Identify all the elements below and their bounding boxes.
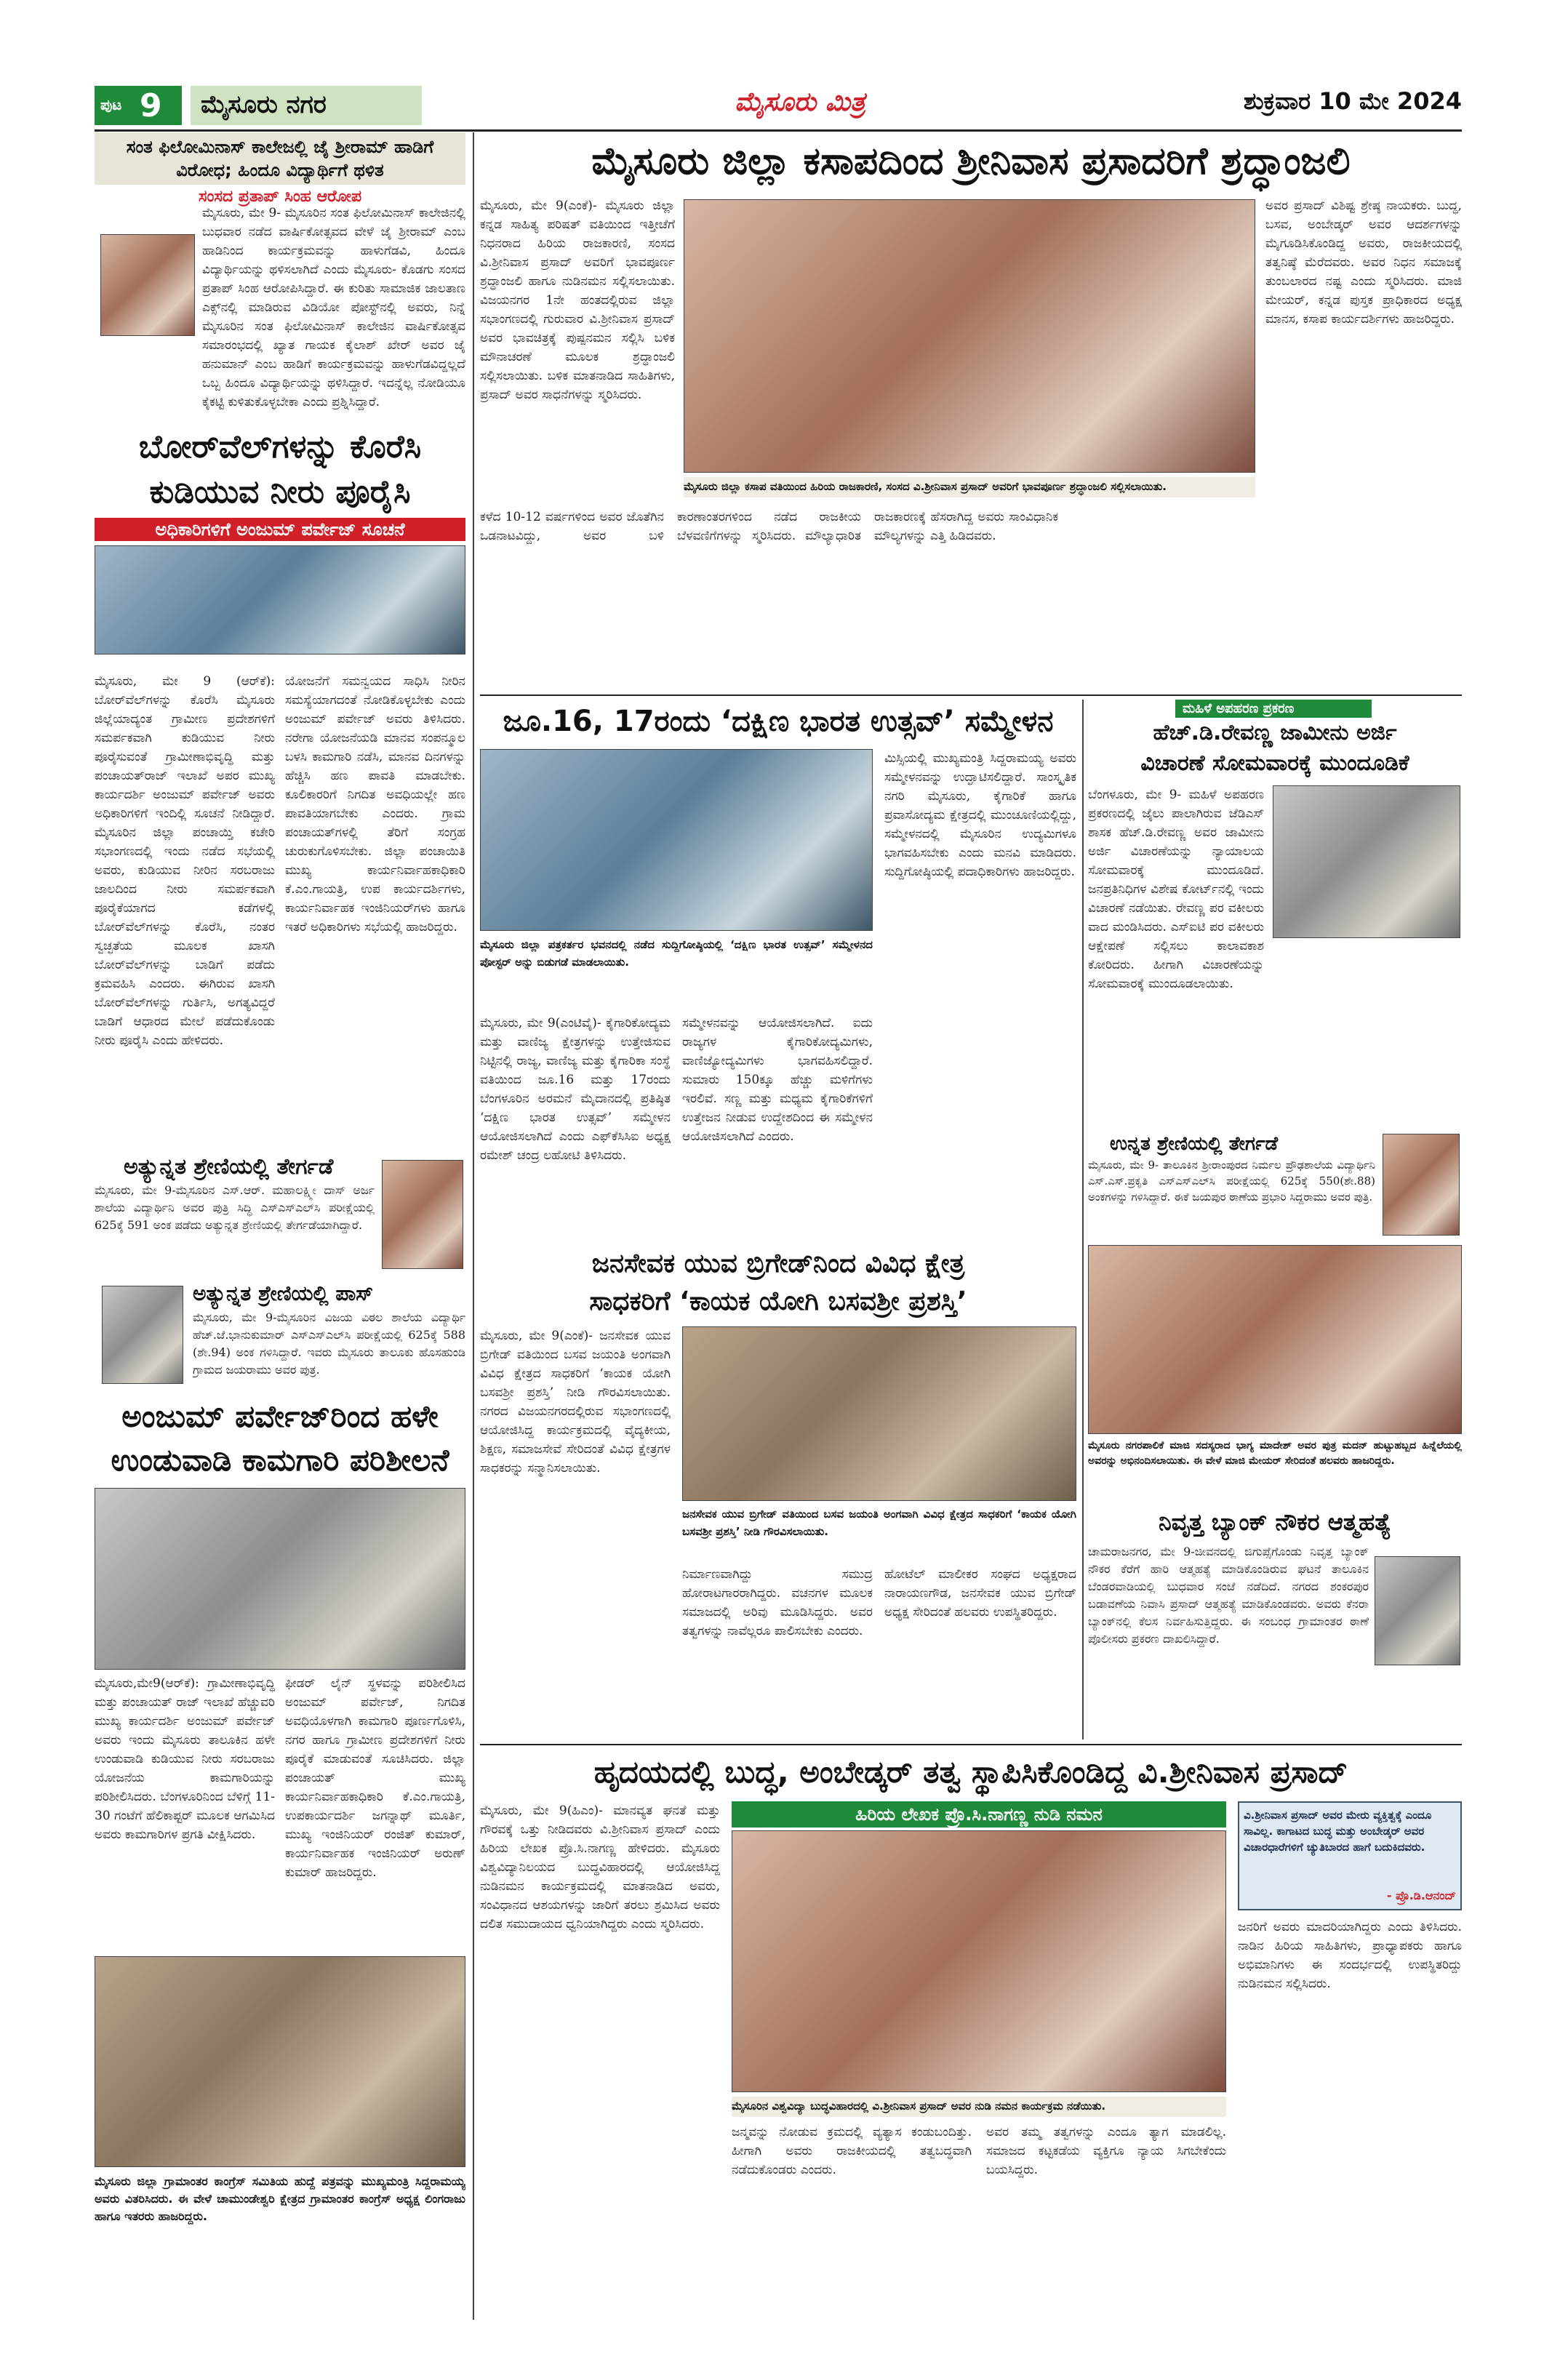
sriram-story bbox=[95, 132, 465, 416]
basavashree-col-mid: ನಿರ್ಮಾಣವಾಗಿದ್ದು ಸಮುದ್ರ ಹೋರಾಟಗಾರರಾಗಿದ್ದರು. ವಚನಗಳ ಮೂಲಕ ಸಮಾಜದಲ್ಲಿ ಅರಿವು ಮೂಡಿಸಿದ್ದರು. ಅವರ ತತ್ವಗಳನ್ನು ನಾವೆಲ್ಲರೂ ಪಾಲಿಸಬೇಕು ಎಂದರು. bbox=[682, 1567, 873, 1638]
utsav-story bbox=[480, 700, 1076, 1241]
revanna-body: ಬೆಂಗಳೂರು, ಮೇ 9- ಮಹಿಳೆ ಅಪಹರಣ ಪ್ರಕರಣದಲ್ಲಿ ಜೈಲು ಪಾಲಾಗಿರುವ ಜೆಡಿಎಸ್ ಶಾಸಕ ಹೆಚ್.ಡಿ.ರೇವಣ್ಣ ಅವರ ಜಾಮೀನು ಅರ್ಜಿ ವಿಚಾರಣೆಯನ್ನು ನ್ಯಾಯಾಲಯ ಸೋಮವಾರಕ್ಕೆ ಮುಂದೂಡಿದೆ. ಜನಪ್ರತಿನಿಧಿಗಳ ವಿಶೇಷ ಕೋರ್ಟ್‌ನಲ್ಲಿ ಇಂದು ವಿಚಾರಣೆ ನಡೆಯಿತು. ರೇವಣ್ಣ ಪರ ವಕೀಲರು ವಾದ ಮಂಡಿಸಿದರು. ಎಸ್‌ಐಟಿ ಪರ ವಕೀಲರು ಆಕ್ಷೇಪಣೆ ಸಲ್ಲಿಸಲು ಕಾಲಾವಕಾಶ ಕೋರಿದರು. ಹೀಗಾಗಿ ವಿಚಾರಣೆಯನ್ನು ಸೋಮವಾರಕ್ಕೆ ಮುಂದೂಡಲಾಯಿತು. bbox=[1088, 788, 1264, 991]
kasapa-tribute-photo bbox=[684, 199, 1255, 473]
topscore3-story bbox=[1088, 1131, 1462, 1240]
kasapa-col-left: ಮೈಸೂರು, ಮೇ 9(ಎಂಕೆ)- ಮೈಸೂರು ಜಿಲ್ಲಾ ಕನ್ನಡ ಸಾಹಿತ್ಯ ಪರಿಷತ್ ವತಿಯಿಂದ ಇತ್ತೀಚೆಗೆ ನಿಧನರಾದ ಹಿರಿಯ ರಾಜಕಾರಣಿ, ಸಂಸದ ವಿ.ಶ್ರೀನಿವಾಸ ಪ್ರಸಾದ್ ಅವರಿಗೆ ಭಾವಪೂರ್ಣ ಶ್ರದ್ಧಾಂಜಲಿ ಹಾಗೂ ನುಡಿನಮನ ಸಲ್ಲಿಸಲಾಯಿತು. ವಿಜಯನಗರ 1ನೇ ಹಂತದಲ್ಲಿರುವ ಜಿಲ್ಲಾ ಸಭಾಂಗಣದಲ್ಲಿ ಗುರುವಾರ ವಿ.ಶ್ರೀನಿವಾಸ ಪ್ರಸಾದ್ ಅವರ ಭಾವಚಿತ್ರಕ್ಕೆ ಪುಷ್ಪನಮನ ಸಲ್ಲಿಸಿ ಬಳಿಕ ಮೌನಾಚರಣೆ ಮೂಲಕ ಶ್ರದ್ಧಾಂಜಲಿ ಸಲ್ಲಿಸಲಾಯಿತು. ಬಳಿಕ ಮಾತನಾಡಿದ ಸಾಹಿತಿಗಳು, ಪ್ರಸಾದ್ ಅವರ ಸಾಧನೆಗಳನ್ನು ಸ್ಮರಿಸಿದರು. bbox=[480, 199, 675, 402]
student-photo-3 bbox=[1383, 1134, 1460, 1236]
congress-caption: ಮೈಸೂರು ಜಿಲ್ಲಾ ಗ್ರಾಮಾಂತರ ಕಾಂಗ್ರೆಸ್ ಸಮಿತಿಯ ಹುದ್ದೆ ಪತ್ರವನ್ನು ಮುಖ್ಯಮಂತ್ರಿ ಸಿದ್ದರಾಮಯ್ಯ ಅವರು ವಿತರಿಸಿದರು. ಈ ವೇಳೆ ಚಾಮುಂಡೇಶ್ವರಿ ಕ್ಷೇತ್ರದ ಗ್ರಾಮಾಂತರ ಕಾಂಗ್ರೆಸ್ ಅಧ್ಯಕ್ಷ ಲಿಂಗರಾಜು ಹಾಗೂ ಇತರರು ಹಾಜರಿದ್ದರು. bbox=[95, 2174, 465, 2223]
anjum-headline-1: ಅಂಜುಮ್ ಪರ್ವೇಜ್‌ರಿಂದ ಹಳೇ bbox=[121, 1398, 439, 1434]
column-divider-mid bbox=[1082, 700, 1084, 1740]
revanna-headline-1: ಹೆಚ್.ಡಿ.ರೇವಣ್ಣ ಜಾಮೀನು ಅರ್ಜಿ bbox=[1153, 720, 1397, 745]
ambedkar-col4: ಜನರಿಗೆ ಅವರು ಮಾದರಿಯಾಗಿದ್ದರು ಎಂದು ತಿಳಿಸಿದರು. ನಾಡಿನ ಹಿರಿಯ ಸಾಹಿತಿಗಳು, ಪ್ರಾಧ್ಯಾಪಕರು ಹಾಗೂ ಅಭಿಮಾನಿಗಳು ಈ ಸಂದರ್ಭದಲ್ಲಿ ಉಪಸ್ಥಿತರಿದ್ದು ನುಡಿನಮನ ಸಲ್ಲಿಸಿದರು. bbox=[1238, 1920, 1462, 1991]
anjum-col2: ಫೀಡರ್ ಲೈನ್ ಸ್ಥಳವನ್ನು ಪರಿಶೀಲಿಸಿದ ಅಂಜುಮ್ ಪರ್ವೇಜ್, ನಿಗದಿತ ಅವಧಿಯೊಳಗಾಗಿ ಕಾಮಗಾರಿ ಪೂರ್ಣಗೊಳಿಸಿ, ನಗರ ಹಾಗೂ ಗ್ರಾಮೀಣ ಪ್ರದೇಶಗಳಿಗೆ ನೀರು ಪೂರೈಕೆ ಮಾಡುವಂತೆ ಸೂಚಿಸಿದರು. ಜಿಲ್ಲಾ ಪಂಚಾಯತ್ ಮುಖ್ಯ ಕಾರ್ಯನಿರ್ವಾಹಕಾಧಿಕಾರಿ ಕೆ.ಎಂ.ಗಾಯತ್ರಿ, ಉಪಕಾರ್ಯದರ್ಶಿ ಜಗನ್ನಾಥ್ ಮೂರ್ತಿ, ಮುಖ್ಯ ಇಂಜಿನಿಯರ್ ರಂಜಿತ್ ಕುಮಾರ್, ಕಾರ್ಯನಿರ್ವಾಹಕ ಇಂಜಿನಿಯರ್ ಅರುಣ್ ಕುಮಾರ್ ಹಾಜರಿದ್ದರು. bbox=[285, 1676, 465, 1880]
paper-name: ಮೈಸೂರು ಮಿತ್ರ bbox=[735, 87, 865, 117]
bank-body: ಚಾಮರಾಜನಗರ, ಮೇ 9-ಜೀವನದಲ್ಲಿ ಜಿಗುಪ್ಸೆಗೊಂಡು ನಿವೃತ್ತ ಬ್ಯಾಂಕ್ ನೌಕರ ಕೆರೆಗೆ ಹಾರಿ ಆತ್ಮಹತ್ಯೆ ಮಾಡಿಕೊಂಡಿರುವ ಘಟನೆ ತಾಲೂಕಿನ ಬೆಂಡರವಾಡಿಯಲ್ಲಿ ಬುಧವಾರ ಸಂಜೆ ನಡೆದಿದೆ. ನಗರದ ಶಂಕರಪುರ ಬಡಾವಣೆಯ ನಿವಾಸಿ ಪ್ರಸಾದ್ ಆತ್ಮಹತ್ಯೆ ಮಾಡಿಕೊಂಡವರು. ಅವರು ಕೆನರಾ ಬ್ಯಾಂಕ್‌ನಲ್ಲಿ ಕೆಲಸ ನಿರ್ವಹಿಸುತ್ತಿದ್ದರು. ಈ ಸಂಬಂಧ ಗ್ರಾಮಾಂತರ ಠಾಣೆ ಪೊಲೀಸರು ಪ್ರಕರಣ ದಾಖಲಿಸಿದ್ದಾರೆ. bbox=[1088, 1545, 1369, 1646]
anjum-col1: ಮೈಸೂರು,ಮೇ9(ಆರ್‌ಕೆ): ಗ್ರಾಮೀಣಾಭಿವೃದ್ಧಿ ಮತ್ತು ಪಂಚಾಯತ್ ರಾಜ್ ಇಲಾಖೆ ಹೆಚ್ಚುವರಿ ಮುಖ್ಯ ಕಾರ್ಯದರ್ಶಿ ಅಂಜುಮ್ ಪರ್ವೇಜ್ ಅವರು ಇಂದು ಮೈಸೂರು ತಾಲೂಕಿನ ಹಳೇ ಉಂಡುವಾಡಿ ಕುಡಿಯುವ ನೀರು ಸರಬರಾಜು ಯೋಜನೆಯ ಕಾಮಗಾರಿಯನ್ನು ಪರಿಶೀಲಿಸಿದರು. ಬೆಂಗಳೂರಿನಿಂದ ಬೆಳಿಗ್ಗೆ 11-30 ಗಂಟೆಗೆ ಹೆಲಿಕಾಪ್ಟರ್ ಮೂಲಕ ಆಗಮಿಸಿದ ಅವರು ಕಾಮಗಾರಿಗಳ ಪ್ರಗತಿ ವೀಕ್ಷಿಸಿದರು. bbox=[95, 1676, 275, 1842]
kasapa-bottom-rule bbox=[480, 694, 1462, 696]
revanna-tag: ಮಹಿಳೆ ಅಪಹರಣ ಪ್ರಕರಣ bbox=[1175, 700, 1372, 718]
borewell-kicker: ಅಧಿಕಾರಿಗಳಿಗೆ ಅಂಜುಮ್ ಪರ್ವೇಜ್ ಸೂಚನೆ bbox=[95, 518, 465, 541]
student-photo-1 bbox=[382, 1160, 463, 1269]
utsav-col1: ಮೈಸೂರು, ಮೇ 9(ಎಂಟಿವೈ)- ಕೈಗಾರಿಕೋದ್ಯಮ ಮತ್ತು ವಾಣಿಜ್ಯ ಕ್ಷೇತ್ರಗಳನ್ನು ಉತ್ತೇಜಿಸುವ ನಿಟ್ಟಿನಲ್ಲಿ ರಾಜ್ಯ, ವಾಣಿಜ್ಯ ಮತ್ತು ಕೈಗಾರಿಕಾ ಸಂಸ್ಥೆ ವತಿಯಿಂದ ಜೂ.16 ಮತ್ತು 17ರಂದು ಬೆಂಗಳೂರಿನ ಅರಮನೆ ಮೈದಾನದಲ್ಲಿ ಪ್ರತಿಷ್ಠಿತ ‘ದಕ್ಷಿಣ ಭಾರತ ಉತ್ಸವ್’ ಸಮ್ಮೇಳನ ಆಯೋಜಿಸಲಾಗಿದೆ ಎಂದು ಎಫ್‌ಕೆಸಿಸಿಐ ಅಧ್ಯಕ್ಷ ರಮೇಶ್ ಚಂದ್ರ ಲಹೋಟಿ ತಿಳಿಸಿದರು. bbox=[480, 1016, 671, 1163]
topscore1-story bbox=[95, 1153, 465, 1276]
ambedkar-col3: ಅವರ ತಮ್ಮ ತತ್ವಗಳನ್ನು ಎಂದೂ ತ್ಯಾಗ ಮಾಡಲಿಲ್ಲ. ಸಮಾಜದ ಕಟ್ಟಕಡೆಯ ವ್ಯಕ್ತಿಗೂ ನ್ಯಾಯ ಸಿಗಬೇಕೆಂದು ಬಯಸಿದ್ದರು. bbox=[986, 2125, 1226, 2177]
anand-quote-box bbox=[1238, 1801, 1462, 1910]
borewell-col1: ಮೈಸೂರು, ಮೇ 9 (ಆರ್‌ಕೆ): ಬೋರ್‌ವೆಲ್‌ಗಳನ್ನು ಕೊರೆಸಿ ಮೈಸೂರು ಜಿಲ್ಲೆಯಾದ್ಯಂತ ಗ್ರಾಮೀಣ ಪ್ರದೇಶಗಳಿಗೆ ಸಮರ್ಪಕವಾಗಿ ಕುಡಿಯುವ ನೀರು ಪೂರೈಸುವಂತೆ ಗ್ರಾಮೀಣಾಭಿವೃದ್ಧಿ ಮತ್ತು ಪಂಚಾಯತ್‌ರಾಜ್ ಇಲಾಖೆ ಅಪರ ಮುಖ್ಯ ಕಾರ್ಯದರ್ಶಿ ಅಂಜುಮ್ ಪರ್ವೇಜ್ ಅವರು ಅಧಿಕಾರಿಗಳಿಗೆ ಇಂದಿಲ್ಲಿ ಸೂಚನೆ ನೀಡಿದ್ದಾರೆ. ಮೈಸೂರಿನ ಜಿಲ್ಲಾ ಪಂಚಾಯ್ತಿ ಕಚೇರಿ ಸಭಾಂಗಣದಲ್ಲಿ ಇಂದು ನಡೆದ ಸಭೆಯಲ್ಲಿ ಅವರು, ಕುಡಿಯುವ ನೀರಿನ ಸರಬರಾಜು ಜಾಲದಿಂದ ನೀರು ಸಮರ್ಪಕವಾಗಿ ಪೂರೈಕೆಯಾಗದ ಕಡೆಗಳಲ್ಲಿ ಬೋರ್‌ವೆಲ್‌ಗಳನ್ನು ಕೊರೆಸಿ, ನಂತರ ಸ್ವಚ್ಛತೆಯ ಮೂಲಕ ಖಾಸಗಿ ಬೋರ್‌ವೆಲ್‌ಗಳನ್ನು ಬಾಡಿಗೆ ಪಡೆದು ಕ್ರಮವಹಿಸಿ ಎಂದರು. ಈಗಿರುವ ಖಾಸಗಿ ಬೋರ್‌ವೆಲ್‌ಗಳನ್ನು ಗುರ್ತಿಸಿ, ಅಗತ್ಯವಿದ್ದರೆ ಬಾಡಿಗೆ ಆಧಾರದ ಮೇಲೆ ಪಡೆದುಕೊಂಡು ನೀರು ಪೂರೈಸಿ ಎಂದು ಹೇಳಿದರು. bbox=[95, 674, 275, 1048]
kasapa-story bbox=[480, 132, 1462, 692]
topscore2-headline: ಅತ್ಯುನ್ನತ ಶ್ರೇಣಿಯಲ್ಲಿ ಪಾಸ್ bbox=[193, 1281, 374, 1305]
page-number: 9 bbox=[140, 87, 162, 124]
utsav-col3: ಮಿಸ್ಸಿಯಲ್ಲಿ ಮುಖ್ಯಮಂತ್ರಿ ಸಿದ್ದರಾಮಯ್ಯ ಅವರು ಸಮ್ಮೇಳನವನ್ನು ಉದ್ಘಾಟಿಸಲಿದ್ದಾರೆ. ಸಾಂಸ್ಕೃತಿಕ ನಗರಿ ಮೈಸೂರು, ಕೈಗಾರಿಕೆ ಹಾಗೂ ಪ್ರವಾಸೋದ್ಯಮ ಕ್ಷೇತ್ರದಲ್ಲಿ ಮುಂಚೂಣಿಯಲ್ಲಿದ್ದು, ಸಮ್ಮೇಳನದಲ್ಲಿ ಮೈಸೂರಿನ ಉದ್ಯಮಿಗಳೂ ಭಾಗವಹಿಸಬೇಕು ಎಂದು ಮನವಿ ಮಾಡಿದರು. ಸುದ್ದಿಗೋಷ್ಠಿಯಲ್ಲಿ ಪದಾಧಿಕಾರಿಗಳು ಹಾಜರಿದ್ದರು. bbox=[884, 751, 1076, 879]
utsav-col2: ಸಮ್ಮೇಳನವನ್ನು ಆಯೋಜಿಸಲಾಗಿದೆ. ಐದು ರಾಜ್ಯಗಳ ಕೈಗಾರಿಕೋದ್ಯಮಿಗಳು, ವಾಣಿಜ್ಯೋದ್ಯಮಿಗಳು ಭಾಗವಹಿಸಲಿದ್ದಾರೆ. ಸುಮಾರು 150ಕ್ಕೂ ಹೆಚ್ಚು ಮಳಿಗೆಗಳು ಇರಲಿವೆ. ಸಣ್ಣ ಮತ್ತು ಮಧ್ಯಮ ಕೈಗಾರಿಕೆಗಳಿಗೆ ಉತ್ತೇಜನ ನೀಡುವ ಉದ್ದೇಶದಿಂದ ಈ ಸಮ್ಮೇಳನ ಆಯೋಜಿಸಲಾಗಿದೆ ಎಂದರು. bbox=[682, 1016, 873, 1144]
ambedkar-col1: ಮೈಸೂರು, ಮೇ 9(ಹಿಎಂ)- ಮಾನವ್ಯತ ಘನತೆ ಮತ್ತು ಗೌರವಕ್ಕೆ ಒತ್ತು ನೀಡಿದವರು ವಿ.ಶ್ರೀನಿವಾಸ ಪ್ರಸಾದ್ ಎಂದು ಹಿರಿಯ ಲೇಖಕ ಪ್ರೊ.ಸಿ.ನಾಗಣ್ಣ ಹೇಳಿದರು. ಮೈಸೂರು ವಿಶ್ವವಿದ್ಯಾನಿಲಯದ ಬುದ್ಧವಿಹಾರದಲ್ಲಿ ಆಯೋಜಿಸಿದ್ದ ನುಡಿನಮನ ಕಾರ್ಯಕ್ರಮದಲ್ಲಿ ಮಾತನಾಡಿದ ಅವರು, ಸಂವಿಧಾನದ ಆಶಯಗಳನ್ನು ಜಾರಿಗೆ ತರಲು ಶ್ರಮಿಸಿದ ಅವರು ದಲಿತ ಸಮುದಾಯದ ಧ್ವನಿಯಾಗಿದ್ದರು ಎಂದು ಸ್ಮರಿಸಿದರು. bbox=[480, 1803, 720, 1931]
birthday-caption: ಮೈಸೂರು ನಗರಪಾಲಿಕೆ ಮಾಜಿ ಸದಸ್ಯರಾದ ಭಾಗ್ಯ ಮಾದೇಶ್ ಅವರ ಪುತ್ರ ಮದನ್ ಹುಟ್ಟುಹಬ್ಬದ ಹಿನ್ನೆಲೆಯಲ್ಲಿ ಅವರನ್ನು ಅಭಿನಂದಿಸಲಾಯಿತು. ಈ ವೇಳೆ ಮಾಜಿ ಮೇಯರ್ ಸೇರಿದಂತೆ ಹಲವರು ಹಾಜರಿದ್ದರು. bbox=[1088, 1440, 1462, 1467]
borewell-meeting-photo bbox=[95, 545, 465, 654]
ambedkar-top-rule bbox=[480, 1744, 1462, 1745]
kasapa-col-right: ಅವರ ಪ್ರಸಾದ್ ವಿಶಿಷ್ಟ ಶ್ರೇಷ್ಠ ನಾಯಕರು. ಬುದ್ಧ, ಬಸವ, ಅಂಬೇಡ್ಕರ್ ಅವರ ಆದರ್ಶಗಳನ್ನು ಮೈಗೂಡಿಸಿಕೊಂಡಿದ್ದ ಅವರು, ರಾಜಕೀಯದಲ್ಲಿ ತತ್ವನಿಷ್ಠೆ ಮೆರೆದವರು. ಅವರ ನಿಧನ ಸಮಾಜಕ್ಕೆ ತುಂಬಲಾರದ ನಷ್ಟ ಎಂದು ಸ್ಮರಿಸಿದರು. ಮಾಜಿ ಮೇಯರ್, ಕನ್ನಡ ಪುಸ್ತಕ ಪ್ರಾಧಿಕಾರದ ಅಧ್ಯಕ್ಷ ಮಾನಸ, ಕಸಾಪ ಕಾರ್ಯದರ್ಶಿಗಳು ಹಾಜರಿದ್ದರು. bbox=[1265, 199, 1462, 327]
basavashree-story bbox=[480, 1245, 1076, 1740]
birthday-photo bbox=[1088, 1245, 1462, 1434]
sriram-body: ಮೈಸೂರು, ಮೇ 9- ಮೈಸೂರಿನ ಸಂತ ಫಿಲೋಮಿನಾಸ್ ಕಾಲೇಜಿನಲ್ಲಿ ಬುಧವಾರ ನಡೆದ ವಾರ್ಷಿಕೋತ್ಸವದ ವೇಳೆ ಜೈ ಶ್ರೀರಾಮ್ ಎಂಬ ಹಾಡಿನಿಂದ ಕಾರ್ಯಕ್ರಮವನ್ನು ಹಾಳುಗೆಡವಿ, ಹಿಂದೂ ವಿದ್ಯಾರ್ಥಿಯನ್ನು ಥಳಿಸಲಾಗಿದೆ ಎಂದು ಮೈಸೂರು- ಕೊಡಗು ಸಂಸದ ಪ್ರತಾಪ್ ಸಿಂಹ ಆರೋಪಿಸಿದ್ದಾರೆ. ಈ ಕುರಿತು ಸಾಮಾಜಿಕ ಜಾಲತಾಣ ಎಕ್ಸ್‌ನಲ್ಲಿ ಮಾಡಿರುವ ವಿಡಿಯೋ ಪೋಸ್ಟ್‌ನಲ್ಲಿ ಅವರು, ನಿನ್ನೆ ಮೈಸೂರಿನ ಸಂತ ಫಿಲೋಮಿನಾಸ್ ಕಾಲೇಜಿನ ವಾರ್ಷಿಕೋತ್ಸವ ಸಮಾರಂಭದಲ್ಲಿ ಖ್ಯಾತ ಗಾಯಕ ಕೈಲಾಶ್ ಖೇರ್ ಅವರ ಜೈ ಹನುಮಾನ್ ಎಂಬ ಹಾಡಿಗೆ ಕಾರ್ಯಕ್ರಮವನ್ನು ಹಾಳುಗೆಡವಿದ್ದಲ್ಲದೆ ಒಬ್ಬ ಹಿಂದೂ ವಿದ್ಯಾರ್ಥಿಯನ್ನು ಥಳಿಸಿದ್ದಾರೆ. ಇದನ್ನೆಲ್ಲ ನೋಡಿಯೂ ಕೈಕಟ್ಟಿ ಕುಳಿತುಕೊಳ್ಳಬೇಕಾ ಎಂದು ಪ್ರಶ್ನಿಸಿದ್ದಾರೆ. bbox=[202, 206, 465, 409]
page-label: ಪುಟ bbox=[100, 96, 122, 113]
birthday-photo-block bbox=[1088, 1245, 1462, 1500]
basavashree-headline-2: ಸಾಧಕರಿಗೆ ‘ಕಾಯಕ ಯೋಗಿ ಬಸವಶ್ರೀ ಪ್ರಶಸ್ತಿ’ bbox=[589, 1286, 967, 1316]
bank-story bbox=[1088, 1505, 1462, 1740]
sriram-headline: ಸಂತ ಫಿಲೋಮಿನಾಸ್ ಕಾಲೇಜಲ್ಲಿ ಜೈ ಶ್ರೀರಾಮ್ ಹಾಡಿಗೆ ವಿರೋಧ; ಹಿಂದೂ ವಿದ್ಯಾರ್ಥಿಗೆ ಥಳಿತ bbox=[95, 132, 465, 185]
utsav-press-photo bbox=[480, 749, 873, 931]
sriram-kicker: ಸಂಸದ ಪ್ರತಾಪ್ ಸಿಂಹ ಆರೋಪ bbox=[198, 188, 362, 206]
nudinamana-photo bbox=[732, 1830, 1226, 2092]
section-title: ಮೈಸೂರು ನಗರ bbox=[191, 86, 422, 125]
utsav-photo-caption: ಮೈಸೂರು ಜಿಲ್ಲಾ ಪತ್ರಕರ್ತರ ಭವನದಲ್ಲಿ ನಡೆದ ಸುದ್ದಿಗೋಷ್ಠಿಯಲ್ಲಿ ‘ದಕ್ಷಿಣ ಭಾರತ ಉತ್ಸವ್’ ಸಮ್ಮೇಳನದ ಪೋಸ್ಟರ್ ಅನ್ನು ಬಿಡುಗಡೆ ಮಾಡಲಾಯಿತು. bbox=[480, 938, 873, 969]
topscore2-body: ಮೈಸೂರು, ಮೇ 9-ಮೈಸೂರಿನ ವಿಜಯ ವಿಠಲ ಶಾಲೆಯ ವಿದ್ಯಾರ್ಥಿ ಹೆಚ್.ಜೆ.ಭಾನುಕುಮಾರ್ ಎಸ್‌ಎಸ್‌ಎಲ್‌ಸಿ ಪರೀಕ್ಷೆಯಲ್ಲಿ 625ಕ್ಕೆ 588 (ಶೇ.94) ಅಂಕ ಗಳಿಸಿದ್ದಾರೆ. ಇವರು ಮೈಸೂರು ತಾಲೂಕು ಹೊಸಹುಂಡಿ ಗ್ರಾಮದ ಜಯರಾಮು ಅವರ ಪುತ್ರ. bbox=[193, 1310, 465, 1377]
basavashree-body: ಮೈಸೂರು, ಮೇ 9(ಎಂಕೆ)- ಜನಸೇವಕ ಯುವ ಬ್ರಿಗೇಡ್ ವತಿಯಿಂದ ಬಸವ ಜಯಂತಿ ಅಂಗವಾಗಿ ವಿವಿಧ ಕ್ಷೇತ್ರದ ಸಾಧಕರಿಗೆ ‘ಕಾಯಕ ಯೋಗಿ ಬಸವಶ್ರೀ ಪ್ರಶಸ್ತಿ’ ನೀಡಿ ಗೌರವಿಸಲಾಯಿತು. ನಗರದ ವಿಜಯನಗರದಲ್ಲಿರುವ ಸಭಾಂಗಣದಲ್ಲಿ ಆಯೋಜಿಸಿದ್ದ ಕಾರ್ಯಕ್ರಮದಲ್ಲಿ ವೈದ್ಯಕೀಯ, ಶಿಕ್ಷಣ, ಸಮಾಜಸೇವೆ ಸೇರಿದಂತೆ ವಿವಿಧ ಕ್ಷೇತ್ರಗಳ ಸಾಧಕರನ್ನು ಸನ್ಮಾನಿಸಲಾಯಿತು. bbox=[480, 1329, 671, 1476]
basavashree-headline-1: ಜನಸೇವಕ ಯುವ ಬ್ರಿಗೇಡ್‌ನಿಂದ ವಿವಿಧ ಕ್ಷೇತ್ರ bbox=[591, 1249, 965, 1278]
topscore3-headline: ಉನ್ನತ ಶ್ರೇಣಿಯಲ್ಲಿ ತೇರ್ಗಡೆ bbox=[1110, 1133, 1279, 1155]
congress-photo-block bbox=[95, 1956, 465, 2320]
basavashree-photo-caption: ಜನಸೇವಕ ಯುವ ಬ್ರಿಗೇಡ್ ವತಿಯಿಂದ ಬಸವ ಜಯಂತಿ ಅಂಗವಾಗಿ ವಿವಿಧ ಕ್ಷೇತ್ರದ ಸಾಧಕರಿಗೆ ‘ಕಾಯಕ ಯೋಗಿ ಬಸವಶ್ರೀ ಪ್ರಶಸ್ತಿ’ ನೀಡಿ ಗೌರವಿಸಲಾಯಿತು. bbox=[682, 1508, 1076, 1538]
anand-quote: ವಿ.ಶ್ರೀನಿವಾಸ ಪ್ರಸಾದ್ ಅವರ ಮೇರು ವ್ಯಕ್ತಿತ್ವಕ್ಕೆ ಎಂದೂ ಸಾವಿಲ್ಲ. ಕಾಗಾಟದ ಬುದ್ಧ ಮತ್ತು ಅಂಬೇಡ್ಕರ್ ಅವರ ವಿಚಾರಧಾರೆಗಳಿಗೆ ಚ್ಯುತಿಬಾರದ ಹಾಗೆ ಬದುಕಿದವರು. bbox=[1244, 1809, 1432, 1854]
borewell-headline-1: ಬೋರ್‌ವೆಲ್‌ಗಳನ್ನು ಕೊರೆಸಿ bbox=[138, 428, 422, 465]
masthead-rule bbox=[95, 129, 1462, 132]
borewell-col2: ಯೋಜನೆಗೆ ಸಮನ್ವಯದ ಸಾಧಿಸಿ ನೀರಿನ ಸಮಸ್ಯೆಯಾಗದಂತೆ ನೋಡಿಕೊಳ್ಳಬೇಕು ಎಂದು ಅಂಜುಮ್ ಪರ್ವೇಜ್ ಅವರು ತಿಳಿಸಿದರು. ನರೇಗಾ ಯೋಜನೆಯಡಿ ಮಾನವ ಸಂಪನ್ಮೂಲ ಬಳಸಿ ಕಾಮಗಾರಿ ನಡೆಸಿ, ಮಾನವ ದಿನಗಳನ್ನು ಹೆಚ್ಚಿಸಿ ಹಣ ಪಾವತಿ ಮಾಡಬೇಕು. ಕೂಲಿಕಾರರಿಗೆ ನಿಗದಿತ ಅವಧಿಯಲ್ಲೇ ಹಣ ಪಾವತಿಯಾಗಬೇಕು ಎಂದರು. ಗ್ರಾಮ ಪಂಚಾಯತ್‌ಗಳಲ್ಲಿ ತೆರಿಗೆ ಸಂಗ್ರಹ ಚುರುಕುಗೊಳಿಸಬೇಕು. ಜಿಲ್ಲಾ ಪಂಚಾಯಿತಿ ಮುಖ್ಯ ಕಾರ್ಯನಿರ್ವಾಹಕಾಧಿಕಾರಿ ಕೆ.ಎಂ.ಗಾಯತ್ರಿ, ಉಪ ಕಾರ್ಯದರ್ಶಿಗಳು, ಕಾರ್ಯನಿರ್ವಾಹಕ ಇಂಜಿನಿಯರ್‌ಗಳು ಹಾಗೂ ಇತರೆ ಅಧಿಕಾರಿಗಳು ಸಭೆಯಲ್ಲಿ ಹಾಜರಿದ್ದರು. bbox=[285, 674, 465, 934]
date-line: ಶುಕ್ರವಾರ 10 ಮೇ 2024 bbox=[1243, 87, 1462, 115]
topscore2-story bbox=[95, 1280, 465, 1389]
ambedkar-story bbox=[480, 1749, 1462, 2320]
topscore3-body: ಮೈಸೂರು, ಮೇ 9- ತಾಲೂಕಿನ ಶ್ರೀರಾಂಪುರದ ನಿರ್ಮಲ ಪ್ರೌಢಶಾಲೆಯ ವಿದ್ಯಾರ್ಥಿನಿ ಎಸ್.ಎಸ್.ಪ್ರಕೃತಿ ಎಸ್‌ಎಸ್‌ಎಲ್‌ಸಿ ಪರೀಕ್ಷೆಯಲ್ಲಿ 625ಕ್ಕೆ 550(ಶೇ.88) ಅಂಕಗಳನ್ನು ಗಳಿಸಿದ್ದಾರೆ. ಈಕೆ ಜಯಪುರ ಠಾಣೆಯ ಪ್ರಭಾರಿ ಸಿದ್ದರಾಮು ಅವರ ಪುತ್ರಿ. bbox=[1088, 1158, 1375, 1204]
ambedkar-kicker: ಹಿರಿಯ ಲೇಖಕ ಪ್ರೊ.ಸಿ.ನಾಗಣ್ಣ ನುಡಿ ನಮನ bbox=[732, 1801, 1226, 1827]
congress-photo bbox=[95, 1956, 465, 2167]
masthead bbox=[0, 0, 1568, 138]
topscore1-headline: ಅತ್ಯುನ್ನತ ಶ್ರೇಣಿಯಲ್ಲಿ ತೇರ್ಗಡೆ bbox=[124, 1154, 334, 1180]
revanna-story bbox=[1088, 700, 1462, 1125]
borewell-story bbox=[95, 425, 465, 1148]
basavashree-award-photo bbox=[682, 1326, 1076, 1501]
basavashree-col-right: ಹೋಟೆಲ್ ಮಾಲೀಕರ ಸಂಘದ ಅಧ್ಯಕ್ಷರಾದ ನಾರಾಯಣಗೌಡ, ಜನಸೇವಕ ಯುವ ಬ್ರಿಗೇಡ್ ಅಧ್ಯಕ್ಷ ಸೇರಿದಂತೆ ಹಲವರು ಉಪಸ್ಥಿತರಿದ್ದರು. bbox=[884, 1567, 1076, 1620]
anjum-headline-2: ಉಂಡುವಾಡಿ ಕಾಮಗಾರಿ ಪರಿಶೀಲನೆ bbox=[111, 1442, 449, 1478]
topscore1-body: ಮೈಸೂರು, ಮೇ 9-ಮೈಸೂರಿನ ಎಸ್.ಆರ್. ಮಹಾಲಕ್ಷ್ಮೀ ದಾಸ್ ಅರ್ಜ ಶಾಲೆಯ ವಿದ್ಯಾರ್ಥಿನಿ ಅವರ ಪುತ್ರಿ ಸಿದ್ಧಿ ಎಸ್‌ಎಸ್‌ಎಲ್‌ಸಿ ಪರೀಕ್ಷೆಯಲ್ಲಿ 625ಕ್ಕೆ 591 ಅಂಕ ಪಡೆದು ಅತ್ಯುನ್ನತ ಶ್ರೇಣಿಯಲ್ಲಿ ತೇರ್ಗಡೆಯಾಗಿದ್ದಾರೆ. bbox=[95, 1183, 375, 1232]
kasapa-bottom: ಕಳೆದ 10-12 ವರ್ಷಗಳಿಂದ ಅವರ ಜೊತೆಗಿನ ಒಡನಾಟವಿದ್ದು, ಅವರ ಬಳಿ ಕಾರಣಾಂತರಗಳಿಂದ ನಡೆದ ರಾಜಕೀಯ ಬೆಳವಣಿಗೆಗಳನ್ನು ಸ್ಮರಿಸಿದರು. ಮೌಲ್ಯಾಧಾರಿತ ರಾಜಕಾರಣಕ್ಕೆ ಹೆಸರಾಗಿದ್ದ ಅವರು ಸಾಂವಿಧಾನಿಕ ಮೌಲ್ಯಗಳನ್ನು ಎತ್ತಿ ಹಿಡಿದವರು. bbox=[480, 510, 1058, 543]
bank-victim-photo bbox=[1375, 1556, 1460, 1665]
kasapa-photo-caption: ಮೈಸೂರು ಜಿಲ್ಲಾ ಕಸಾಪ ವತಿಯಿಂದ ಹಿರಿಯ ರಾಜಕಾರಣಿ, ಸಂಸದ ವಿ.ಶ್ರೀನಿವಾಸ ಪ್ರಸಾದ್ ಅವರಿಗೆ ಭಾವಪೂರ್ಣ ಶ್ರದ್ಧಾಂಜಲಿ ಸಲ್ಲಿಸಲಾಯಿತು. bbox=[684, 477, 1255, 497]
utsav-headline: ಜೂ.16, 17ರಂದು ‘ದಕ್ಷಿಣ ಭಾರತ ಉತ್ಸವ್’ ಸಮ್ಮೇಳನ bbox=[503, 705, 1054, 738]
page-number-box bbox=[95, 86, 182, 125]
anjum-story bbox=[95, 1395, 465, 1947]
anjum-site-photo bbox=[95, 1488, 465, 1670]
anand-quote-author: - ಪ್ರೊ.ಡಿ.ಆನಂದ್ bbox=[1386, 1889, 1456, 1902]
student-photo-2 bbox=[102, 1286, 183, 1384]
borewell-headline-2: ಕುಡಿಯುವ ನೀರು ಪೂರೈಸಿ bbox=[149, 473, 411, 511]
ambedkar-headline: ಹೃದಯದಲ್ಲಿ ಬುದ್ಧ, ಅಂಬೇಡ್ಕರ್ ತತ್ವ ಸ್ಥಾಪಿಸಿಕೊಂಡಿದ್ದ ವಿ.ಶ್ರೀನಿವಾಸ ಪ್ರಸಾದ್ bbox=[593, 1754, 1348, 1790]
column-divider-left bbox=[473, 132, 474, 2320]
bank-headline: ನಿವೃತ್ತ ಬ್ಯಾಂಕ್ ನೌಕರ ಆತ್ಮಹತ್ಯೆ bbox=[1159, 1508, 1391, 1536]
revanna-headline-2: ವಿಚಾರಣೆ ಸೋಮವಾರಕ್ಕೆ ಮುಂದೂಡಿಕೆ bbox=[1140, 750, 1409, 776]
ambedkar-col2: ಜನ್ಮವನ್ನು ನೋಡುವ ಕ್ರಮದಲ್ಲಿ ವ್ಯತ್ಯಾಸ ಕಂಡುಬಂದಿತ್ತು. ಹೀಗಾಗಿ ಅವರು ರಾಜಕೀಯದಲ್ಲಿ ತತ್ವಬದ್ಧವಾಗಿ ನಡೆದುಕೊಂಡರು ಎಂದರು. bbox=[732, 2125, 972, 2177]
ambedkar-photo-caption: ಮೈಸೂರಿನ ವಿಶ್ವವಿದ್ಯಾ ಬುದ್ಧವಿಹಾರದಲ್ಲಿ ವಿ.ಶ್ರೀನಿವಾಸ ಪ್ರಸಾದ್ ಅವರ ನುಡಿ ನಮನ ಕಾರ್ಯಕ್ರಮ ನಡೆಯಿತು. bbox=[732, 2097, 1226, 2117]
kasapa-headline: ಮೈಸೂರು ಜಿಲ್ಲಾ ಕಸಾಪದಿಂದ ಶ್ರೀನಿವಾಸ ಪ್ರಸಾದರಿಗೆ ಶ್ರದ್ಧಾಂಜಲಿ bbox=[591, 140, 1351, 183]
